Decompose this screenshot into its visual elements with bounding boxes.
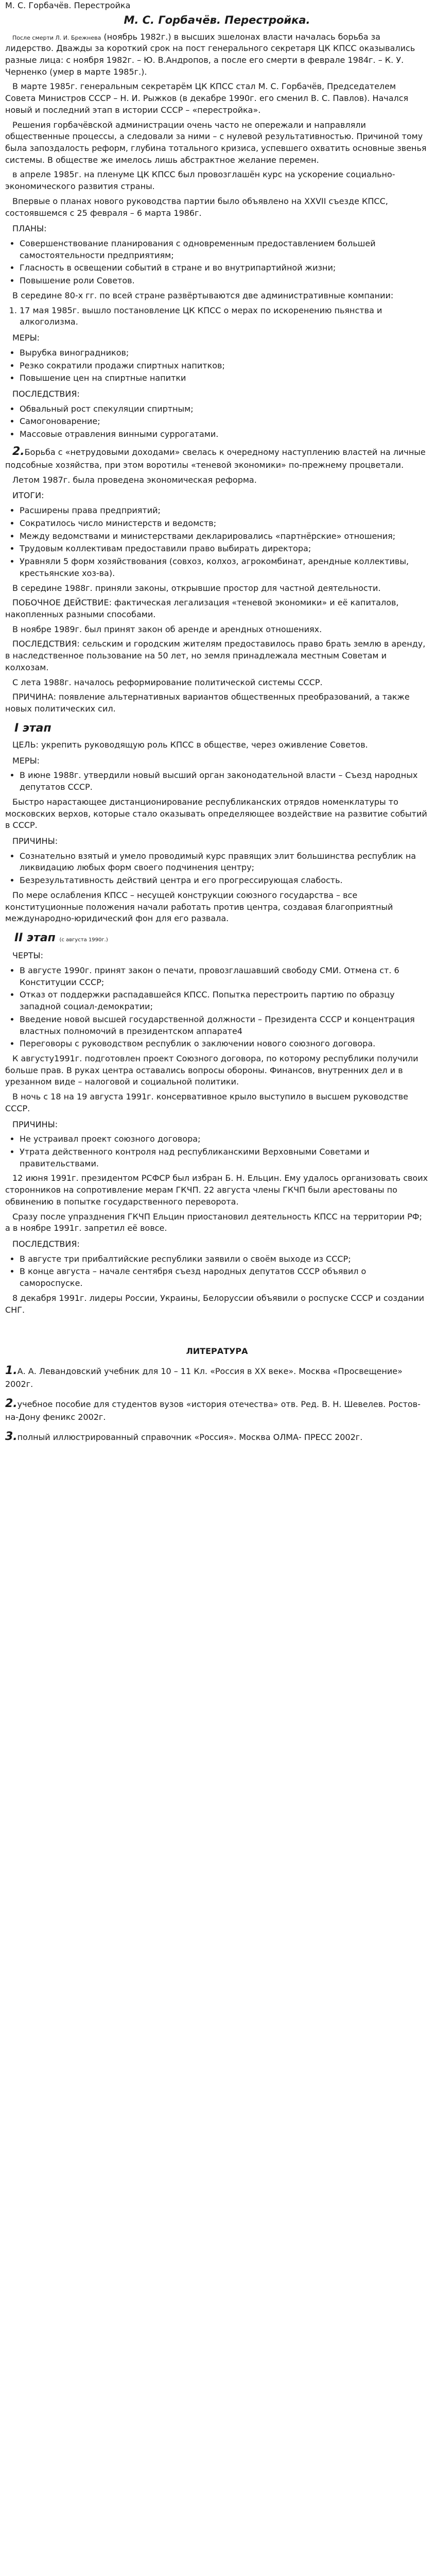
mid80s-paragraph: В середине 80-х гг. по всей стране развёртываются две административные компании: xyxy=(12,290,394,300)
stage-1-title: I этап xyxy=(14,721,51,735)
stage-1-goal: ЦЕЛЬ: укрепить руководящую роль КПСС в обществе, через оживление Советов. xyxy=(12,739,368,750)
intro-small-note: После смерти Л. И. Брежнева xyxy=(12,34,101,41)
second-campaign-number: 2. xyxy=(12,445,25,458)
list-item: • Резко сократили продажи спиртных напитков; xyxy=(20,360,429,372)
list-item: • Повышение роли Советов. xyxy=(20,275,429,287)
list-item: • В августе 1990г. принят закон о печати, провозглашавший свободу СМИ. Отмена ст. 6 Конституции СССР; xyxy=(20,965,429,988)
list-item: • Массовые отравления винными суррогатами. xyxy=(20,429,429,440)
stage-2-subtitle: (с августа 1990г.) xyxy=(59,937,108,943)
stage-2-reasons-label: ПРИЧИНЫ: xyxy=(12,1119,58,1129)
stage-1-paragraph-2: По мере ослабления КПСС – несущей конструкции союзного государства – все конституционные положения начали работать против центра, создавая благоприятный международно-юридический фон для его развала. xyxy=(5,890,393,924)
stage-1-measures-list xyxy=(5,770,429,793)
stage-2-features-list xyxy=(5,965,429,1050)
measures-label: МЕРЫ: xyxy=(12,333,40,343)
list-item: • Утрата действенного контроля над республиканскими Верховными Советами и правительствами. xyxy=(20,1146,429,1170)
plans-label: ПЛАНЫ: xyxy=(12,224,47,234)
second-campaign-paragraph xyxy=(5,444,429,471)
literature-item xyxy=(5,1396,429,1423)
stage-2-reasons-list xyxy=(5,1133,429,1170)
stage-1-measures-label: МЕРЫ: xyxy=(12,755,40,766)
literature-item-text: учебное пособие для студентов вузов «история отечества» отв. Ред. В. Н. Шевелев. Ростов-на-Дону феникс 2002г. xyxy=(5,1399,421,1422)
reform-1987-paragraph: Летом 1987г. была проведена экономическая реформа. xyxy=(12,474,257,485)
list-item: • Расширены права предприятий; xyxy=(20,505,429,517)
economy-paragraph-3: В ноябре 1989г. был принят закон об аренде и арендных отношениях. xyxy=(12,624,322,634)
stage-2-paragraph-4: Сразу после упразднения ГКЧП Ельцин приостановил деятельность КПСС на территории РФ; а в ноябре 1991г. запретил её вовсе. xyxy=(5,1211,422,1233)
list-item: • Повышение цен на спиртные напитки xyxy=(20,372,429,384)
stage-2-paragraph-1: К августу1991г. подготовлен проект Союзного договора, по которому республики получили больше прав. В руках центра оставались вопросы обороны. Финансов, внутренних дел и в урезанном виде – налоговой и социальной политики. xyxy=(5,1053,418,1087)
stage-2-features-label: ЧЕРТЫ: xyxy=(12,951,44,961)
literature-item-number: 1. xyxy=(5,1364,18,1378)
stage-2-consequences-list xyxy=(5,1253,429,1290)
intro-paragraph-2: В марте 1985г. генеральным секретарём ЦК КПСС стал М. С. Горбачёв, Председателем Совета Министров СССР – Н. И. Рыжков (в декабре 1990г. его сменил В. С. Павлов). Начался новый и последний этап в истории СССР – «перестройка». xyxy=(5,81,409,115)
list-item: • Обвальный рост спекуляции спиртным; xyxy=(20,403,429,415)
consequences-label: ПОСЛЕДСТВИЯ: xyxy=(12,388,80,399)
list-item: • Сократилось число министерств и ведомств; xyxy=(20,518,429,530)
literature-item-number: 2. xyxy=(5,1397,18,1411)
stage-2-title-line xyxy=(14,930,429,946)
list-item: • Совершенствование планирования с одновременным предоставлением большей самостоятельности предприятиям; xyxy=(20,238,429,261)
stage-1-paragraph-1: Быстро нарастающее дистанционирование республиканских отрядов номенклатуры то московских верхов, которые стало оказывать определяющее воздействие на развитие событий в СССР. xyxy=(5,796,427,831)
literature-item xyxy=(5,1363,429,1391)
economy-paragraph-1: В середине 1988г. приняли законы, открывшие простор для частной деятельности. xyxy=(12,583,381,593)
list-item: • Не устраивал проект союзного договора; xyxy=(20,1133,429,1145)
stage-2-paragraph-5: 8 декабря 1991г. лидеры России, Украины, Белоруссии объявили о роспуске СССР и создании СНГ. xyxy=(5,1293,425,1315)
second-campaign-text: Борьба с «нетрудовыми доходами» свелась к очередному наступлению властей на личные подсобные хозяйства, при этом воротилы «теневой экономики» по-прежнему процветали. xyxy=(5,447,426,470)
results-list xyxy=(5,505,429,579)
consequences-list xyxy=(5,403,429,440)
list-item: • В июне 1988г. утвердили новый высший орган законодательной власти – Съезд народных депутатов СССР. xyxy=(20,770,429,793)
measures-list xyxy=(5,347,429,384)
list-item: • Гласность в освещении событий в стране и во внутрипартийной жизни; xyxy=(20,262,429,274)
stage-2-consequences-label: ПОСЛЕДСТВИЯ: xyxy=(12,1239,80,1249)
results-label: ИТОГИ: xyxy=(12,490,44,501)
stage-2-paragraph-3: 12 июня 1991г. президентом РСФСР был избран Б. Н. Ельцин. Ему удалось организовать своих сторонников на сопротивление мерам ГКЧП. 22 августа члены ГКЧП были арестованы по обвинению в попытке государственного переворота. xyxy=(5,1173,428,1207)
list-item: • Между ведомствами и министерствами декларировались «партнёрские» отношения; xyxy=(20,531,429,543)
list-item: • Самогоноварение; xyxy=(20,416,429,428)
stage-1-reasons-list xyxy=(5,851,429,887)
stage-2-title: II этап xyxy=(14,931,56,944)
economy-paragraph-4: ПОСЛЕДСТВИЯ: сельским и городским жителям предоставилось право брать землю в аренду, в наследственное пользование на 50 лет, но земля принадлежала местным Советам и колхозам. xyxy=(5,639,426,672)
page-title: М. С. Горбачёв. Перестройка. xyxy=(124,13,310,26)
list-item: • В конце августа – начале сентября съезд народных депутатов СССР объявил о самороспуске. xyxy=(20,1266,429,1289)
intro-paragraph-1-text: (ноябрь 1982г.) в высших эшелонах власти началась борьба за лидерство. Дважды за короткий срок на пост генерального секретаря ЦК КПСС оказывались разные лица: с ноября 1982г. – Ю. В.Андропов, а после его смерти в феврале 1984г. – К. У. Черненко (умер в марте 1985г.). xyxy=(5,31,415,77)
literature-item-text: полный иллюстрированный справочник «Россия». Москва ОЛМА- ПРЕСС 2002г. xyxy=(17,1432,363,1442)
economy-paragraph-2: ПОБОЧНОЕ ДЕЙСТВИЕ: фактическая легализация «теневой экономики» и её капиталов, накопленных разными способами. xyxy=(5,598,399,619)
intro-paragraph-3: Решения горбачёвской администрации очень часто не опережали и направляли общественные процессы, а следовали за ними – с нулевой результативностью. Причиной тому была запоздалость реформ, глубина тотального кризиса, успевшего охватить основные звенья системы. В обществе же имелось лишь абстрактное желание перемен. xyxy=(5,120,427,165)
stage-2-paragraph-2: В ночь с 18 на 19 августа 1991г. консервативное крыло выступило в высшем руководстве СССР. xyxy=(5,1092,409,1113)
economy-paragraph-6: ПРИЧИНА: появление альтернативных вариантов общественных преобразований, а также новых политических сил. xyxy=(5,692,410,714)
intro-paragraph-5: Впервые о планах нового руководства партии было объявлено на XXVII съезде КПСС, состоявшемся с 25 февраля – 6 марта 1986г. xyxy=(5,196,388,218)
literature-item-text: А. А. Левандовский учебник для 10 – 11 Кл. «Россия в XX веке». Москва «Просвещение» 2002г. xyxy=(5,1366,403,1389)
literature-item xyxy=(5,1429,429,1445)
document-header: М. С. Горбачёв. Перестройка xyxy=(5,1,131,10)
list-item: • Уравняли 5 форм хозяйствования (совхоз, колхоз, агрокомбинат, арендные коллективы, крестьянские хоз-ва). xyxy=(20,556,429,579)
intro-paragraph-4: в апреле 1985г. на пленуме ЦК КПСС был провозглашён курс на ускорение социально-экономического развития страны. xyxy=(5,170,395,192)
list-item: • Введение новой высшей государственной должности – Президента СССР и концентрация властных полномочий в президентском аппарате4 xyxy=(20,1014,429,1037)
list-item: • Переговоры с руководством республик о заключении нового союзного договора. xyxy=(20,1038,429,1050)
list-item: • Трудовым коллективам предоставили право выбирать директора; xyxy=(20,543,429,555)
economy-paragraph-5: С лета 1988г. началось реформирование политической системы СССР. xyxy=(12,677,323,687)
literature-item-number: 3. xyxy=(5,1430,18,1443)
list-item: • Отказ от поддержки распадавшейся КПСС. Попытка перестроить партию по образцу западной социал-демократии; xyxy=(20,989,429,1012)
plans-list xyxy=(5,238,429,287)
literature-title: ЛИТЕРАТУРА xyxy=(186,1346,248,1357)
stage-1-reasons-label: ПРИЧИНЫ: xyxy=(12,836,58,846)
list-item: • Вырубка виноградников; xyxy=(20,347,429,359)
spacer xyxy=(5,1319,429,1340)
campaign-list xyxy=(5,305,429,328)
list-item: 1. 17 мая 1985г. вышло постановление ЦК КПСС о мерах по искоренению пьянства и алкоголизма. xyxy=(20,305,429,328)
list-item: • В августе три прибалтийские республики заявили о своём выходе из СССР; xyxy=(20,1253,429,1265)
list-item: • Сознательно взятый и умело проводимый курс правящих элит большинства республик на ликвидацию любых форм своего подчинения центру; xyxy=(20,851,429,874)
list-item: • Безрезультативность действий центра и его прогрессирующая слабость. xyxy=(20,875,429,887)
intro-paragraph-1 xyxy=(5,31,429,78)
